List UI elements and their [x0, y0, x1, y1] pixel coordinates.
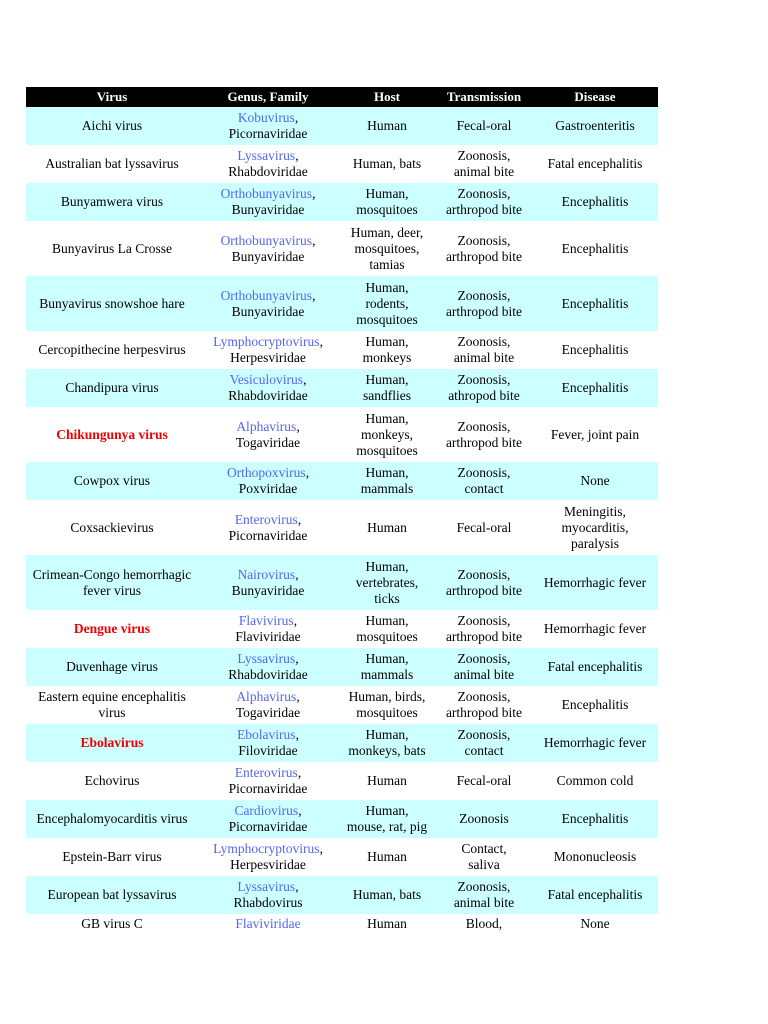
- virus-name: Coxsackievirus: [70, 519, 154, 535]
- cell-disease: [532, 555, 658, 610]
- host-line: Human,: [365, 410, 409, 426]
- virus-name: Aichi virus: [81, 118, 143, 133]
- transmission-line: Zoonosis,: [457, 186, 511, 201]
- disease-line: Meningitis,: [564, 503, 626, 519]
- cell-genus-family: Nairovirus, Bunyaviridae: [198, 555, 338, 610]
- host-line: tamias: [369, 256, 405, 272]
- cell-disease: [532, 838, 658, 876]
- transmission-line: Fecal-oral: [456, 773, 512, 788]
- table-header-row: [26, 87, 658, 107]
- transmission-line: Fecal-oral: [456, 519, 512, 535]
- cell-host: [338, 145, 436, 183]
- family-name: Togaviridae: [235, 434, 301, 450]
- host-line: Human,: [365, 186, 409, 201]
- host-line: Human: [367, 773, 407, 788]
- cell-virus: [26, 145, 198, 183]
- virus-name: Echovirus: [84, 773, 140, 788]
- disease-line: Hemorrhagic fever: [543, 574, 647, 590]
- cell-genus-family: Kobuvirus, Picornaviridae: [198, 107, 338, 145]
- genus-link[interactable]: Enterovirus: [234, 511, 298, 527]
- table-row: [26, 500, 658, 555]
- cell-host: [338, 107, 436, 145]
- genus-link[interactable]: Alphavirus: [236, 689, 297, 704]
- disease-line: Fatal encephalitis: [547, 156, 643, 171]
- cell-disease: [532, 876, 658, 914]
- transmission-line: Zoonosis,: [457, 689, 511, 704]
- host-line: monkeys,: [360, 426, 414, 442]
- cell-virus: [26, 221, 198, 276]
- header-host: Host: [338, 87, 436, 107]
- cell-transmission: [436, 369, 532, 407]
- genus-link[interactable]: Flavivirus: [238, 613, 294, 628]
- transmission-line: Zoonosis,: [457, 465, 511, 480]
- transmission-line: Zoonosis,: [457, 613, 511, 628]
- host-line: Human,: [365, 651, 409, 666]
- family-name: Bunyaviridae: [231, 303, 305, 319]
- host-line: mosquitoes: [356, 629, 418, 644]
- cell-genus-family: Alphavirus, Togaviridae: [198, 407, 338, 462]
- host-line: mammals: [360, 481, 414, 496]
- cell-transmission: [436, 686, 532, 724]
- transmission-line: animal bite: [453, 667, 515, 682]
- virus-name: Cowpox virus: [73, 473, 151, 488]
- transmission-line: Zoonosis,: [457, 651, 511, 666]
- cell-disease: [532, 369, 658, 407]
- cell-disease: [532, 107, 658, 145]
- cell-virus: [26, 369, 198, 407]
- cell-host: [338, 800, 436, 838]
- transmission-line: Blood,: [465, 916, 503, 931]
- host-line: Human, bats: [352, 887, 422, 902]
- cell-host: [338, 876, 436, 914]
- genus-link[interactable]: Lyssavirus: [237, 879, 296, 894]
- disease-line: Hemorrhagic fever: [543, 735, 647, 750]
- host-line: mosquitoes: [356, 311, 418, 327]
- genus-link[interactable]: Lymphocryptovirus: [213, 334, 320, 349]
- host-line: Human: [367, 519, 407, 535]
- cell-transmission: [436, 648, 532, 686]
- family-name: Rhabdoviridae: [228, 667, 308, 682]
- transmission-line: Zoonosis,: [457, 334, 511, 349]
- family-name: Togaviridae: [235, 705, 301, 720]
- transmission-line: arthropod bite: [445, 434, 523, 450]
- table-row: [26, 555, 658, 610]
- transmission-line: Zoonosis,: [457, 566, 511, 582]
- transmission-line: arthropod bite: [445, 202, 523, 217]
- host-line: mosquitoes: [356, 202, 418, 217]
- table-row: [26, 648, 658, 686]
- virus-name: Bunyavirus La Crosse: [52, 240, 172, 256]
- host-line: mammals: [360, 667, 414, 682]
- cell-disease: [532, 276, 658, 331]
- cell-genus-family: Alphavirus, Togaviridae: [198, 686, 338, 724]
- table-row: [26, 369, 658, 407]
- cell-transmission: [436, 800, 532, 838]
- cell-transmission: [436, 762, 532, 800]
- cell-virus: [26, 462, 198, 500]
- cell-transmission: [436, 724, 532, 762]
- virus-name: Cercopithecine herpesvirus: [38, 342, 186, 357]
- cell-transmission: [436, 407, 532, 462]
- cell-disease: [532, 610, 658, 648]
- disease-line: None: [580, 916, 610, 931]
- cell-host: [338, 838, 436, 876]
- genus-link[interactable]: Cardiovirus: [234, 803, 299, 818]
- cell-disease: [532, 914, 658, 934]
- header-virus: Virus: [26, 87, 198, 107]
- disease-line: Common cold: [556, 773, 634, 788]
- genus-link[interactable]: Alphavirus: [236, 418, 297, 434]
- table-row: [26, 407, 658, 462]
- host-line: Human,: [365, 613, 409, 628]
- host-line: monkeys: [362, 350, 412, 365]
- cell-virus: [26, 762, 198, 800]
- transmission-line: contact: [464, 481, 504, 496]
- host-line: Human: [367, 849, 407, 864]
- disease-line: Mononucleosis: [553, 849, 637, 864]
- cell-transmission: [436, 145, 532, 183]
- genus-link[interactable]: Lyssavirus: [237, 651, 296, 666]
- table-row: [26, 914, 658, 934]
- transmission-line: arthropod bite: [445, 303, 523, 319]
- cell-transmission: [436, 107, 532, 145]
- transmission-line: arthropod bite: [445, 629, 523, 644]
- family-name: Bunyaviridae: [231, 248, 305, 264]
- virus-name: European bat lyssavirus: [47, 887, 177, 902]
- cell-transmission: [436, 331, 532, 369]
- cell-genus-family: Lymphocryptovirus, Herpesviridae: [198, 838, 338, 876]
- cell-host: [338, 369, 436, 407]
- cell-disease: [532, 800, 658, 838]
- cell-host: [338, 610, 436, 648]
- transmission-line: arthropod bite: [445, 582, 523, 598]
- family-name: Bunyaviridae: [231, 582, 305, 598]
- cell-host: [338, 462, 436, 500]
- disease-line: Hemorrhagic fever: [543, 621, 647, 636]
- cell-transmission: [436, 500, 532, 555]
- virus-name: GB virus C: [81, 916, 143, 931]
- host-line: mosquitoes: [356, 442, 418, 458]
- disease-line: Encephalitis: [561, 342, 629, 357]
- table-row: [26, 331, 658, 369]
- family-name: Filoviridae: [238, 743, 298, 758]
- transmission-line: Zoonosis,: [457, 727, 511, 742]
- family-name: Flaviviridae: [235, 629, 301, 644]
- transmission-line: contact: [464, 743, 504, 758]
- disease-line: None: [580, 473, 610, 488]
- family-name: Herpesviridae: [230, 350, 306, 365]
- host-line: mosquitoes,: [354, 240, 420, 256]
- genus-link[interactable]: Ebolavirus: [237, 727, 296, 742]
- disease-line: Fatal encephalitis: [547, 659, 643, 674]
- family-name: Herpesviridae: [230, 857, 306, 872]
- disease-line: Fatal encephalitis: [547, 887, 643, 902]
- cell-virus: [26, 331, 198, 369]
- cell-disease: [532, 183, 658, 221]
- cell-transmission: [436, 876, 532, 914]
- family-name: Bunyaviridae: [231, 202, 305, 217]
- host-line: Human,: [365, 727, 409, 742]
- table-row: [26, 876, 658, 914]
- transmission-line: Zoonosis,: [457, 148, 511, 163]
- cell-genus-family: Lyssavirus, Rhabdoviridae: [198, 648, 338, 686]
- cell-genus-family: Lyssavirus, Rhabdovirus: [198, 876, 338, 914]
- virus-name: Chikungunya virus: [56, 426, 168, 442]
- cell-virus: [26, 876, 198, 914]
- disease-line: Fever, joint pain: [550, 426, 640, 442]
- cell-virus: [26, 800, 198, 838]
- cell-virus: [26, 107, 198, 145]
- host-line: vertebrates,: [355, 574, 419, 590]
- host-line: monkeys, bats: [348, 743, 426, 758]
- cell-virus: [26, 183, 198, 221]
- header-disease: Disease: [532, 87, 658, 107]
- family-name: Rhabdovirus: [233, 895, 303, 910]
- host-line: rodents,: [365, 295, 409, 311]
- transmission-line: Zoonosis,: [457, 418, 511, 434]
- host-line: Human,: [365, 558, 409, 574]
- cell-transmission: [436, 276, 532, 331]
- cell-host: [338, 331, 436, 369]
- virus-name: Eastern equine encephalitis virus: [38, 689, 186, 720]
- cell-transmission: [436, 555, 532, 610]
- virus-name: Bunyavirus snowshoe hare: [39, 295, 185, 311]
- disease-line: Encephalitis: [561, 295, 629, 311]
- genus-link[interactable]: Flaviviridae: [235, 916, 301, 931]
- genus-link[interactable]: Orthobunyavirus: [220, 232, 313, 248]
- table-body: [26, 107, 658, 934]
- cell-host: [338, 724, 436, 762]
- cell-transmission: [436, 610, 532, 648]
- genus-link[interactable]: Orthobunyavirus: [220, 186, 313, 201]
- transmission-line: Fecal-oral: [456, 118, 512, 133]
- cell-host: [338, 276, 436, 331]
- transmission-line: Zoonosis,: [457, 372, 511, 387]
- cell-disease: [532, 331, 658, 369]
- table-row: [26, 462, 658, 500]
- transmission-line: athropod bite: [448, 388, 520, 403]
- cell-virus: [26, 724, 198, 762]
- virus-name: Australian bat lyssavirus: [45, 156, 179, 171]
- family-name: Poxviridae: [238, 481, 298, 496]
- virus-name: Epstein-Barr virus: [62, 849, 162, 864]
- family-name: Picornaviridae: [228, 781, 308, 796]
- cell-host: [338, 762, 436, 800]
- cell-virus: [26, 648, 198, 686]
- table-row: [26, 724, 658, 762]
- host-line: Human: [367, 916, 407, 931]
- table-row: [26, 276, 658, 331]
- cell-genus-family: Orthobunyavirus, Bunyaviridae: [198, 221, 338, 276]
- cell-genus-family: Orthobunyavirus, Bunyaviridae: [198, 183, 338, 221]
- cell-genus-family: Orthopoxvirus, Poxviridae: [198, 462, 338, 500]
- cell-disease: [532, 648, 658, 686]
- cell-virus: [26, 276, 198, 331]
- cell-disease: [532, 686, 658, 724]
- cell-host: [338, 221, 436, 276]
- cell-host: [338, 648, 436, 686]
- transmission-line: arthropod bite: [445, 248, 523, 264]
- host-line: Human,: [365, 334, 409, 349]
- virus-name: Ebolavirus: [80, 735, 144, 750]
- table-row: [26, 686, 658, 724]
- virus-name: Chandipura virus: [65, 380, 159, 395]
- transmission-line: animal bite: [453, 895, 515, 910]
- cell-virus: [26, 914, 198, 934]
- genus-link[interactable]: Nairovirus: [237, 566, 296, 582]
- cell-genus-family: Lymphocryptovirus, Herpesviridae: [198, 331, 338, 369]
- host-line: Human, deer,: [350, 224, 424, 240]
- virus-name: Dengue virus: [73, 621, 151, 636]
- cell-virus: [26, 555, 198, 610]
- table-row: [26, 800, 658, 838]
- table-row: [26, 183, 658, 221]
- host-line: Human,: [365, 279, 409, 295]
- disease-line: Encephalitis: [561, 697, 629, 712]
- host-line: Human,: [365, 372, 409, 387]
- header-transmission: Transmission: [436, 87, 532, 107]
- host-line: Human, bats: [352, 156, 422, 171]
- cell-disease: [532, 462, 658, 500]
- cell-host: [338, 686, 436, 724]
- cell-genus-family: Enterovirus, Picornaviridae: [198, 762, 338, 800]
- host-line: mosquitoes: [356, 705, 418, 720]
- cell-host: [338, 183, 436, 221]
- family-name: Picornaviridae: [228, 527, 308, 543]
- cell-genus-family: Enterovirus, Picornaviridae: [198, 500, 338, 555]
- genus-link[interactable]: Orthobunyavirus: [220, 287, 313, 303]
- transmission-line: Zoonosis,: [457, 232, 511, 248]
- transmission-line: arthropod bite: [445, 705, 523, 720]
- transmission-line: animal bite: [453, 164, 515, 179]
- cell-transmission: [436, 462, 532, 500]
- cell-disease: [532, 221, 658, 276]
- host-line: Human: [367, 118, 407, 133]
- cell-transmission: [436, 838, 532, 876]
- genus-link[interactable]: Vesiculovirus: [229, 372, 304, 387]
- cell-transmission: [436, 914, 532, 934]
- cell-host: [338, 407, 436, 462]
- host-line: mouse, rat, pig: [346, 819, 428, 834]
- genus-link[interactable]: Orthopoxvirus: [226, 465, 306, 480]
- family-name: Rhabdoviridae: [228, 164, 308, 179]
- cell-virus: [26, 686, 198, 724]
- disease-line: Encephalitis: [561, 240, 629, 256]
- family-name: Rhabdoviridae: [228, 388, 308, 403]
- cell-disease: [532, 407, 658, 462]
- cell-host: [338, 914, 436, 934]
- cell-genus-family: Lyssavirus, Rhabdoviridae: [198, 145, 338, 183]
- disease-line: paralysis: [571, 535, 619, 551]
- disease-line: Encephalitis: [561, 380, 629, 395]
- cell-genus-family: Vesiculovirus, Rhabdoviridae: [198, 369, 338, 407]
- table-row: [26, 221, 658, 276]
- disease-line: myocarditis,: [561, 519, 629, 535]
- cell-virus: [26, 500, 198, 555]
- header-genus-family: Genus, Family: [198, 87, 338, 107]
- transmission-line: Zoonosis,: [457, 879, 511, 894]
- transmission-line: saliva: [468, 857, 500, 872]
- cell-virus: [26, 838, 198, 876]
- virus-name: Bunyamwera virus: [60, 194, 164, 209]
- cell-disease: [532, 500, 658, 555]
- transmission-line: animal bite: [453, 350, 515, 365]
- genus-link[interactable]: Lyssavirus: [237, 148, 296, 163]
- virus-name: Crimean-Congo hemorrhagic fever virus: [32, 566, 192, 598]
- genus-link[interactable]: Kobuvirus: [237, 110, 295, 125]
- cell-host: [338, 555, 436, 610]
- virus-name: Encephalomyocarditis virus: [36, 811, 188, 826]
- cell-virus: [26, 610, 198, 648]
- cell-transmission: [436, 183, 532, 221]
- cell-genus-family: Flavivirus, Flaviviridae: [198, 610, 338, 648]
- table-row: [26, 610, 658, 648]
- transmission-line: Contact,: [461, 841, 507, 856]
- table-row: [26, 838, 658, 876]
- virus-name: Duvenhage virus: [66, 659, 158, 674]
- family-name: Picornaviridae: [228, 819, 308, 834]
- cell-genus-family: Cardiovirus, Picornaviridae: [198, 800, 338, 838]
- transmission-line: Zoonosis: [459, 811, 509, 826]
- cell-genus-family: Orthobunyavirus, Bunyaviridae: [198, 276, 338, 331]
- cell-transmission: [436, 221, 532, 276]
- cell-disease: [532, 762, 658, 800]
- cell-host: [338, 500, 436, 555]
- cell-genus-family: Ebolavirus, Filoviridae: [198, 724, 338, 762]
- cell-disease: [532, 724, 658, 762]
- table-row: [26, 107, 658, 145]
- cell-genus-family: [198, 914, 338, 934]
- genus-link[interactable]: Enterovirus: [234, 765, 298, 780]
- disease-line: Gastroenteritis: [555, 118, 635, 133]
- disease-line: Encephalitis: [561, 811, 629, 826]
- transmission-line: Zoonosis,: [457, 287, 511, 303]
- table-row: [26, 762, 658, 800]
- genus-link[interactable]: Lymphocryptovirus: [213, 841, 320, 856]
- table-row: [26, 145, 658, 183]
- cell-virus: [26, 407, 198, 462]
- host-line: Human, birds,: [348, 689, 426, 704]
- cell-disease: [532, 145, 658, 183]
- host-line: sandflies: [363, 388, 411, 403]
- host-line: Human,: [365, 465, 409, 480]
- host-line: ticks: [374, 590, 400, 606]
- family-name: Picornaviridae: [228, 126, 308, 141]
- virus-table: [26, 87, 658, 934]
- disease-line: Encephalitis: [561, 194, 629, 209]
- host-line: Human,: [365, 803, 409, 818]
